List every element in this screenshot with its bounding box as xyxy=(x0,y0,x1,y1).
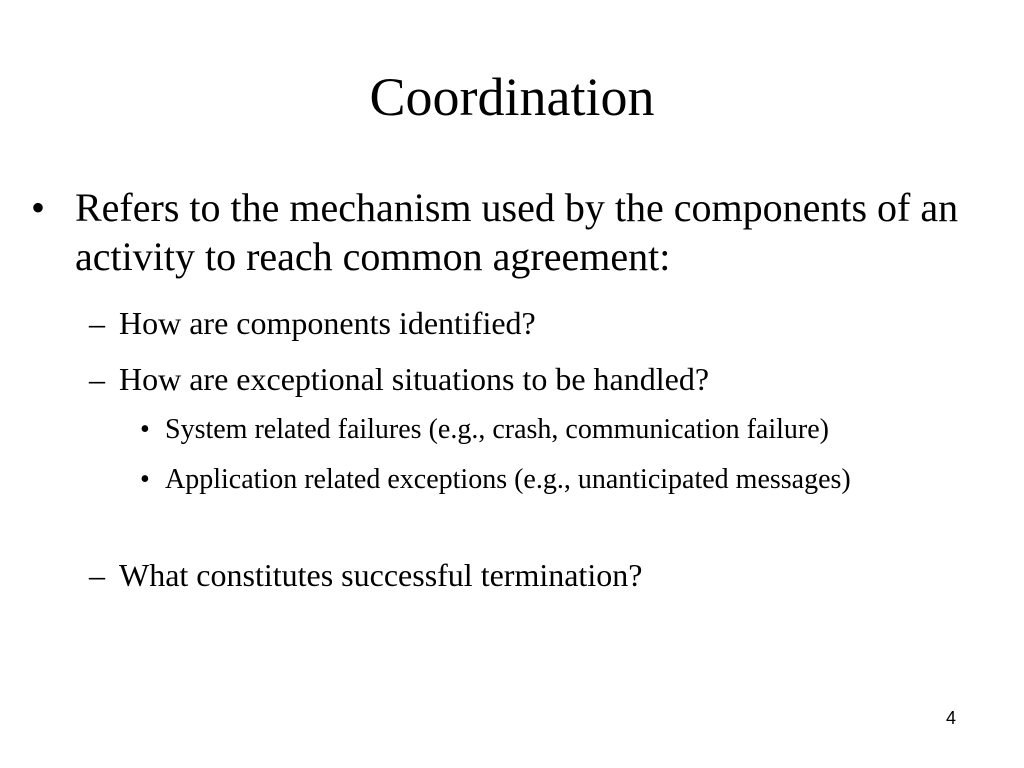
bullet-marker: • xyxy=(140,464,150,495)
slide-title: Coordination xyxy=(369,67,655,127)
sub-item-text: How are components identified? xyxy=(119,305,536,341)
bullet-main-text: Refers to the mechanism used by the components of an activity to reach common agreement: xyxy=(75,185,959,279)
dash-marker: – xyxy=(89,361,105,397)
bullet-marker: • xyxy=(140,414,150,445)
dash-marker: – xyxy=(89,557,105,593)
sub-item-text: What constitutes successful termination? xyxy=(119,557,643,593)
sub-sub-item-text: Application related exceptions (e.g., unanticipated messages) xyxy=(165,464,851,495)
sub-item-text: How are exceptional situations to be handled? xyxy=(119,361,710,397)
bullet-main xyxy=(31,183,1010,281)
dash-marker: – xyxy=(89,305,105,341)
sub-sub-item xyxy=(140,410,995,450)
bullet-marker: • xyxy=(31,185,46,230)
sub-item xyxy=(89,359,999,399)
sub-item xyxy=(89,555,999,595)
sub-sub-item xyxy=(140,460,865,500)
sub-sub-item-text: System related failures (e.g., crash, communication failure) xyxy=(165,414,829,445)
sub-item xyxy=(89,303,999,343)
page-number: 4 xyxy=(946,708,957,728)
